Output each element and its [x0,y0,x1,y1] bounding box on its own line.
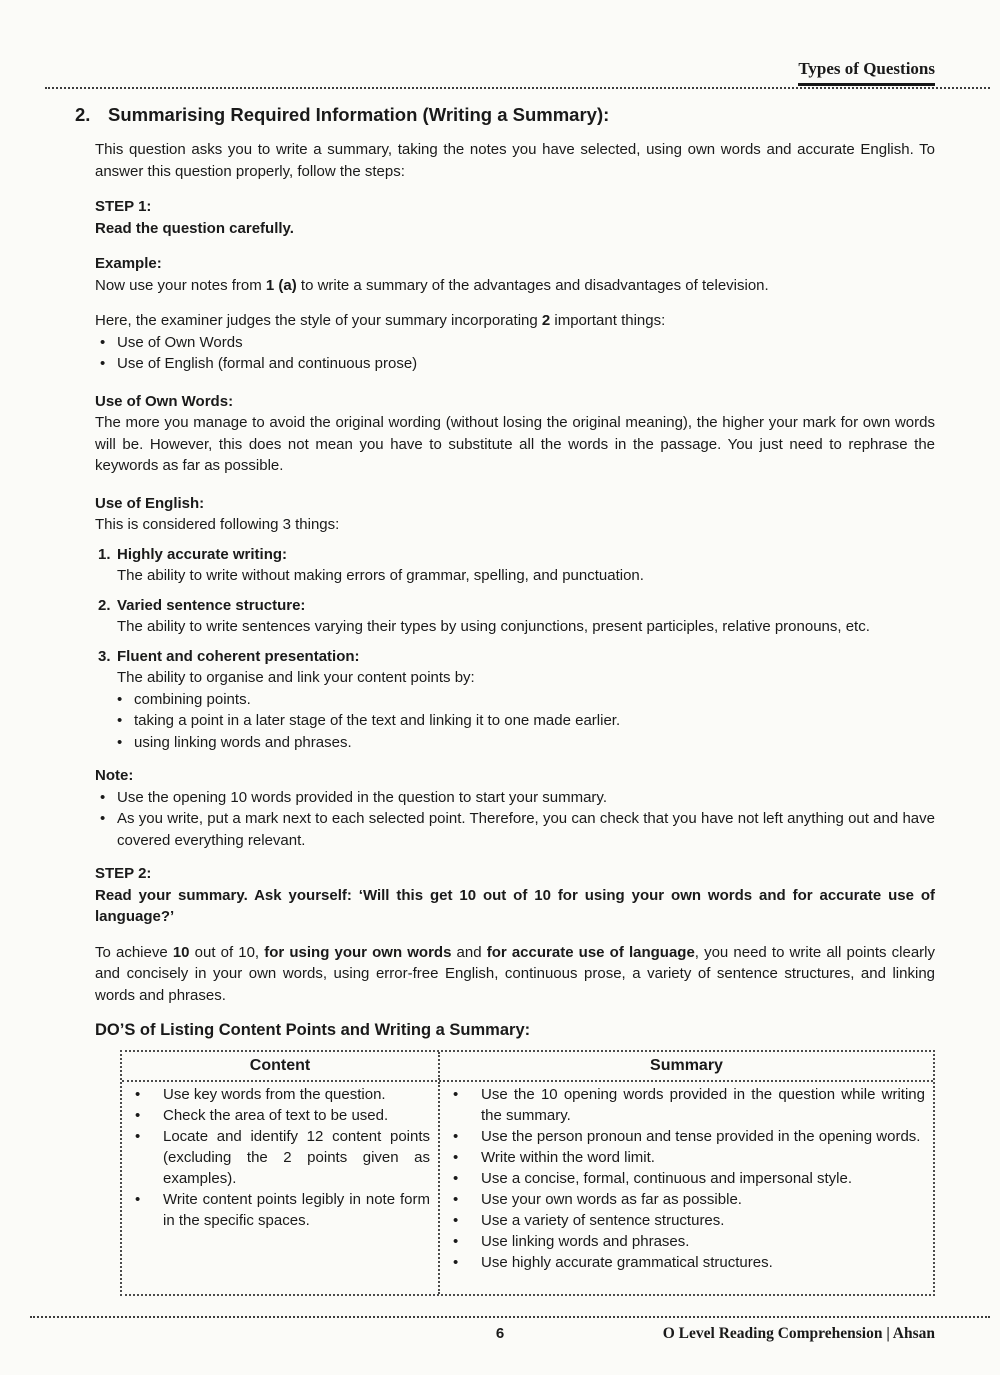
dos-table [120,1050,935,1296]
english-heading: Use of English: [95,494,205,512]
judge-bullet-item: • Use of Own Words [95,332,935,354]
dos-table-body-row [122,1082,933,1294]
dos-table-content-cell [122,1082,440,1294]
english-intro: This is considered following 3 things: [95,516,340,533]
summary-bullet-item: • Use highly accurate grammatical structures. [440,1252,925,1273]
step2-label: STEP 2: [95,865,152,882]
summary-bullet-item: • Use the person pronoun and tense provided in the opening words. [440,1126,925,1147]
page-number: 6 [495,1325,505,1342]
step1-text: Read the question carefully. [95,219,294,237]
bullet-icon [453,1210,481,1231]
bullet-icon [117,732,134,754]
bullet-icon [117,689,134,711]
bullet-icon [453,1084,481,1126]
point-number: 1. [98,545,111,563]
footer-dotted-rule [30,1316,990,1318]
bullet-icon [117,710,134,732]
example-ref: 1 (a) [265,276,297,294]
english-block [95,493,935,536]
judge-intro: Here, the examiner judges the style of your summary incorporating 2 important things: [95,312,666,329]
dos-table-header-content: Content [122,1052,440,1080]
bullet-icon [100,808,117,851]
bullet-icon [100,332,117,354]
bullet-icon [453,1126,481,1147]
page-footer [0,1316,1000,1345]
dos-table-header-summary: Summary [650,1057,723,1074]
bullet-icon [453,1189,481,1210]
point-number: 2. [98,596,111,614]
point-body: The ability to write sentences varying their types by using conjunctions, present participles, relative pronouns, etc. [117,618,870,635]
bullet-icon [135,1084,163,1105]
note-bullet-item: • As you write, put a mark next to each selected point. Therefore, you can check that you have not left anything out and have covered everything relevant. [95,808,935,851]
summary-bullet-item: • Write within the word limit. [440,1147,925,1168]
bullet-icon [453,1231,481,1252]
bullet-icon [135,1105,163,1126]
english-point-2 [95,595,935,638]
point-sub-bullet: • taking a point in a later stage of the text and linking it to one made earlier. [117,710,935,732]
bullet-icon [135,1189,163,1231]
example-text: Now use your notes from 1 (a) to write a summary of the advantages and disadvantages of television. [95,276,769,294]
note-bullet-item: • Use the opening 10 words provided in the question to start your summary. [95,787,935,809]
summary-bullet-item: • Use linking words and phrases. [440,1231,925,1252]
judge-block [95,310,935,375]
content-bullet-item: • Write content points legibly in note form in the specific spaces. [122,1189,430,1231]
bullet-icon [453,1252,481,1273]
running-header [0,0,1000,86]
summary-bullet-item: • Use the 10 opening words provided in the question while writing the summary. [440,1084,925,1126]
english-point-1 [95,544,935,587]
own-words-block [95,391,935,477]
bullet-icon [453,1168,481,1189]
summary-bullet-item: • Use a variety of sentence structures. [440,1210,925,1231]
point-title: Varied sentence structure: [117,596,306,614]
note-block [95,765,935,851]
content-bullet-item: • Check the area of text to be used. [122,1105,430,1126]
dos-table-summary-cell [440,1082,933,1294]
bullet-icon [453,1147,481,1168]
footer-brand: O Level Reading Comprehension | Ahsan [662,1325,935,1342]
note-heading: Note: [95,767,134,784]
section-number: 2. [75,104,91,125]
intro-paragraph: This question asks you to write a summary, taking the notes you have selected, using own words and accurate English. To answer this question properly, follow the steps: [95,141,935,180]
section-heading [75,103,935,127]
step2-text: Read your summary. Ask yourself: ‘Will this get 10 out of 10 for using your own words and for accurate use of language?’ [95,886,935,925]
bullet-icon [100,787,117,809]
content-bullet-item: • Locate and identify 12 content points (excluding the 2 points given as examples). [122,1126,430,1189]
own-words-body: The more you manage to avoid the original wording (without losing the original meaning), the higher your mark for own words will be. However, this does not mean you have to substitute all the words in the passage. You just need to rephrase the keywords as far as possible. [95,414,935,474]
example-label: Example: [95,255,162,272]
point-sub-bullet: • using linking words and phrases. [117,732,935,754]
step2-block [95,863,935,928]
section-title: Summarising Required Information (Writing a Summary): [108,104,610,125]
point-number: 3. [98,647,111,665]
point-title: Highly accurate writing: [117,545,288,563]
step1-label: STEP 1: [95,198,152,215]
summary-bullet-item: • Use a concise, formal, continuous and impersonal style. [440,1168,925,1189]
point-title: Fluent and coherent presentation: [117,647,360,665]
example-block [95,253,935,296]
point-body: The ability to organise and link your content points by: [117,669,475,686]
english-point-3 [95,646,935,754]
step1-block [95,196,935,239]
content-bullet-item: • Use key words from the question. [122,1084,430,1105]
bullet-icon [135,1126,163,1189]
own-words-heading: Use of Own Words: [95,392,234,410]
header-dotted-rule [45,87,990,89]
point-body: The ability to write without making errors of grammar, spelling, and punctuation. [117,567,644,584]
judge-bullet-item: • Use of English (formal and continuous prose) [95,353,935,375]
summary-bullet-item: • Use your own words as far as possible. [440,1189,925,1210]
point-sub-bullet: • combining points. [117,689,935,711]
achieve-paragraph: To achieve 10 out of 10, for using your own words and for accurate use of language, you need to write all points clearly and concisely in your own words, using error-free English, continuous prose, a variety of sentence structures, and linking words and phrases. [95,943,935,1004]
dos-heading: DO’S of Listing Content Points and Writing a Summary: [95,1021,531,1039]
dos-table-header-row [122,1052,933,1082]
running-header-title: Types of Questions [798,58,935,86]
bullet-icon [100,353,117,375]
